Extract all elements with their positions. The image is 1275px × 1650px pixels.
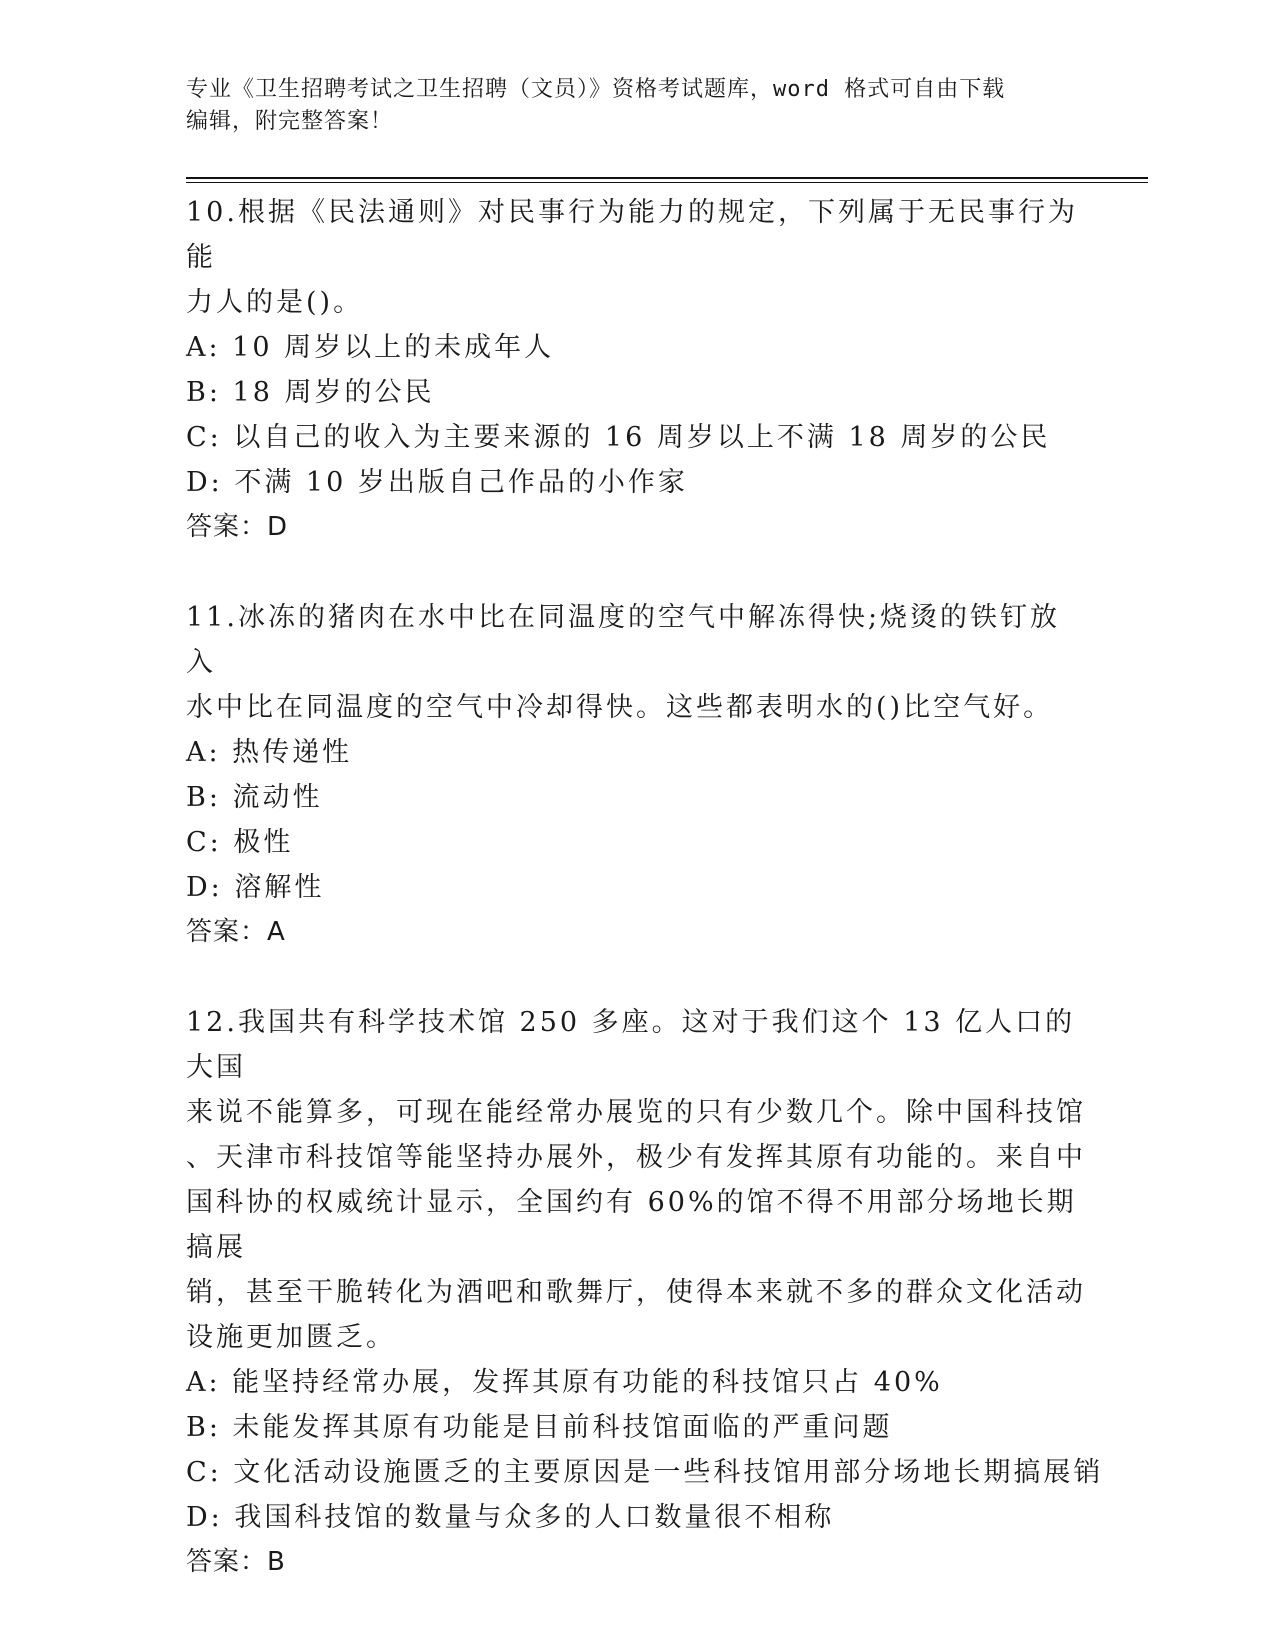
header-line-2: 编辑，附完整答案！ [186,109,394,134]
header-divider-thin [186,182,1148,183]
question-stem-line: 12.我国共有科学技术馆 250 多座。这对于我们这个 13 亿人口的大国 [186,1007,1076,1083]
header-divider-thick [186,177,1148,179]
option-a: A: 热传递性 [186,737,353,768]
option-a: A: 能坚持经常办展，发挥其原有功能的科技馆只占 40% [186,1367,943,1398]
question-11 [186,595,1086,955]
option-c: C: 文化活动设施匮乏的主要原因是一些科技馆用部分场地长期搞展销 [186,1457,1104,1488]
question-list [186,190,1104,1585]
answer-label: 答案：B [186,1547,286,1577]
question-stem-line: 设施更加匮乏。 [186,1322,396,1353]
option-c: C: 以自己的收入为主要来源的 16 周岁以上不满 18 周岁的公民 [186,422,1051,453]
option-d: D: 不满 10 岁出版自己作品的小作家 [186,467,688,498]
option-b: B: 未能发挥其原有功能是目前科技馆面临的严重问题 [186,1412,893,1443]
option-b: B: 18 周岁的公民 [186,377,435,408]
question-stem-line: 国科协的权威统计显示，全国约有 60%的馆不得不用部分场地长期搞展 [186,1187,1077,1263]
option-b: B: 流动性 [186,782,323,813]
question-stem-line: 力人的是()。 [186,287,364,318]
option-d: D: 我国科技馆的数量与众多的人口数量很不相称 [186,1502,835,1533]
question-stem-line: 销，甚至干脆转化为酒吧和歌舞厅，使得本来就不多的群众文化活动 [186,1277,1086,1308]
spacer [186,550,1086,595]
question-stem-line: 10.根据《民法通则》对民事行为能力的规定，下列属于无民事行为能 [186,197,1078,273]
answer-label: 答案：A [186,917,286,947]
question-stem-line: 来说不能算多，可现在能经常办展览的只有少数几个。除中国科技馆 [186,1097,1086,1128]
question-12 [186,1000,1104,1585]
question-stem-line: 11.冰冻的猪肉在水中比在同温度的空气中解冻得快;烧烫的铁钉放入 [186,602,1061,678]
question-10 [186,190,1086,550]
option-c: C: 极性 [186,827,294,858]
spacer [186,955,1086,1000]
option-a: A: 10 周岁以上的未成年人 [186,332,555,363]
answer-label: 答案：D [186,512,289,542]
question-stem-line: 水中比在同温度的空气中冷却得快。这些都表明水的()比空气好。 [186,692,1054,723]
option-d: D: 溶解性 [186,872,325,903]
document-header [186,74,1086,138]
question-stem-line: 、天津市科技馆等能坚持办展外，极少有发挥其原有功能的。来自中 [186,1142,1086,1173]
header-line-1: 专业《卫生招聘考试之卫生招聘（文员）》资格考试题库，word 格式可自由下载 [186,77,1006,102]
